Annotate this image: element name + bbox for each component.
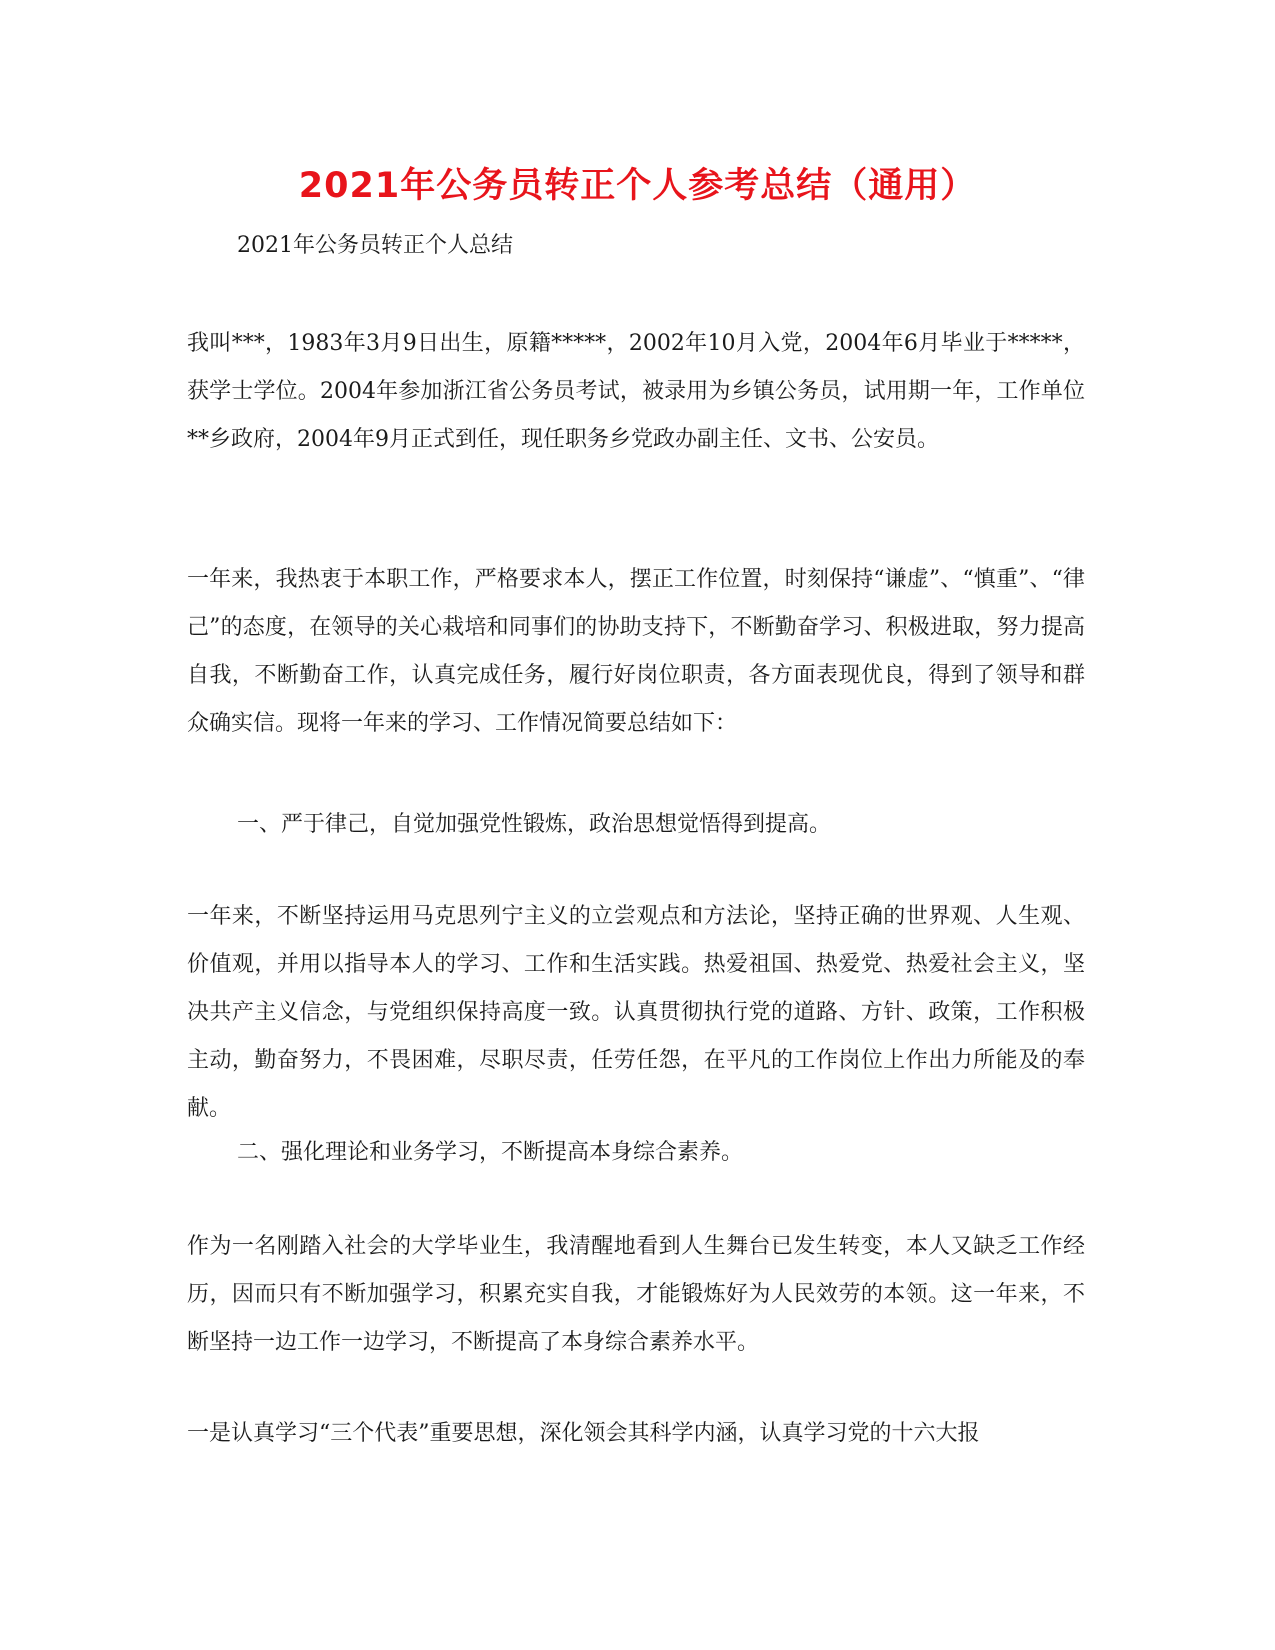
paragraph-three-represents: 一是认真学习“三个代表”重要思想，深化领会其科学内涵，认真学习党的十六大报 <box>187 1421 980 1446</box>
paragraph-overview: 一年来，我热衷于本职工作，严格要求本人，摆正工作位置，时刻保持“谦虚”、“慎重”、“律己”的态度，在领导的关心栽培和同事们的协助支持下，不断勤奋学习、积极进取，努力提高自我，不断勤奋工作，认真完成任务，履行好岗位职责，各方面表现优良，得到了领导和群众确实信。现将一年来的学习、工作情况简要总结如下： <box>187 567 1085 736</box>
paragraph-political: 一年来，不断坚持运用马克思列宁主义的立尝观点和方法论，坚持正确的世界观、人生观、价值观，并用以指导本人的学习、工作和生活实践。热爱祖国、热爱党、热爱社会主义，坚决共产主义信念，与党组织保持高度一致。认真贯彻执行党的道路、方针、政策，工作积极主动，勤奋努力，不畏困难，尽职尽责，任劳任怨，在平凡的工作岗位上作出力所能及的奉献。 <box>187 904 1085 1121</box>
document-title: 2021年公务员转正个人参考总结（通用） <box>298 166 977 206</box>
document-subtitle: 2021年公务员转正个人总结 <box>237 233 513 258</box>
section-heading-one: 一、严于律己，自觉加强党性锻炼，政治思想觉悟得到提高。 <box>237 812 832 837</box>
paragraph-personal-info: 我叫***，1983年3月9日出生，原籍*****，2002年10月入党，2004年6月毕业于*****，获学士学位。2004年参加浙江省公务员考试，被录用为乡镇公务员，试用期一年，工作单位**乡政府，2004年9月正式到任，现任职务乡党政办副主任、文书、公安员。 <box>187 331 1085 452</box>
section-heading-two: 二、强化理论和业务学习，不断提高本身综合素养。 <box>237 1140 744 1165</box>
paragraph-study: 作为一名刚踏入社会的大学毕业生，我清醒地看到人生舞台已发生转变，本人又缺乏工作经历，因而只有不断加强学习，积累充实自我，才能锻炼好为人民效劳的本领。这一年来，不断坚持一边工作一边学习，不断提高了本身综合素养水平。 <box>187 1234 1085 1355</box>
